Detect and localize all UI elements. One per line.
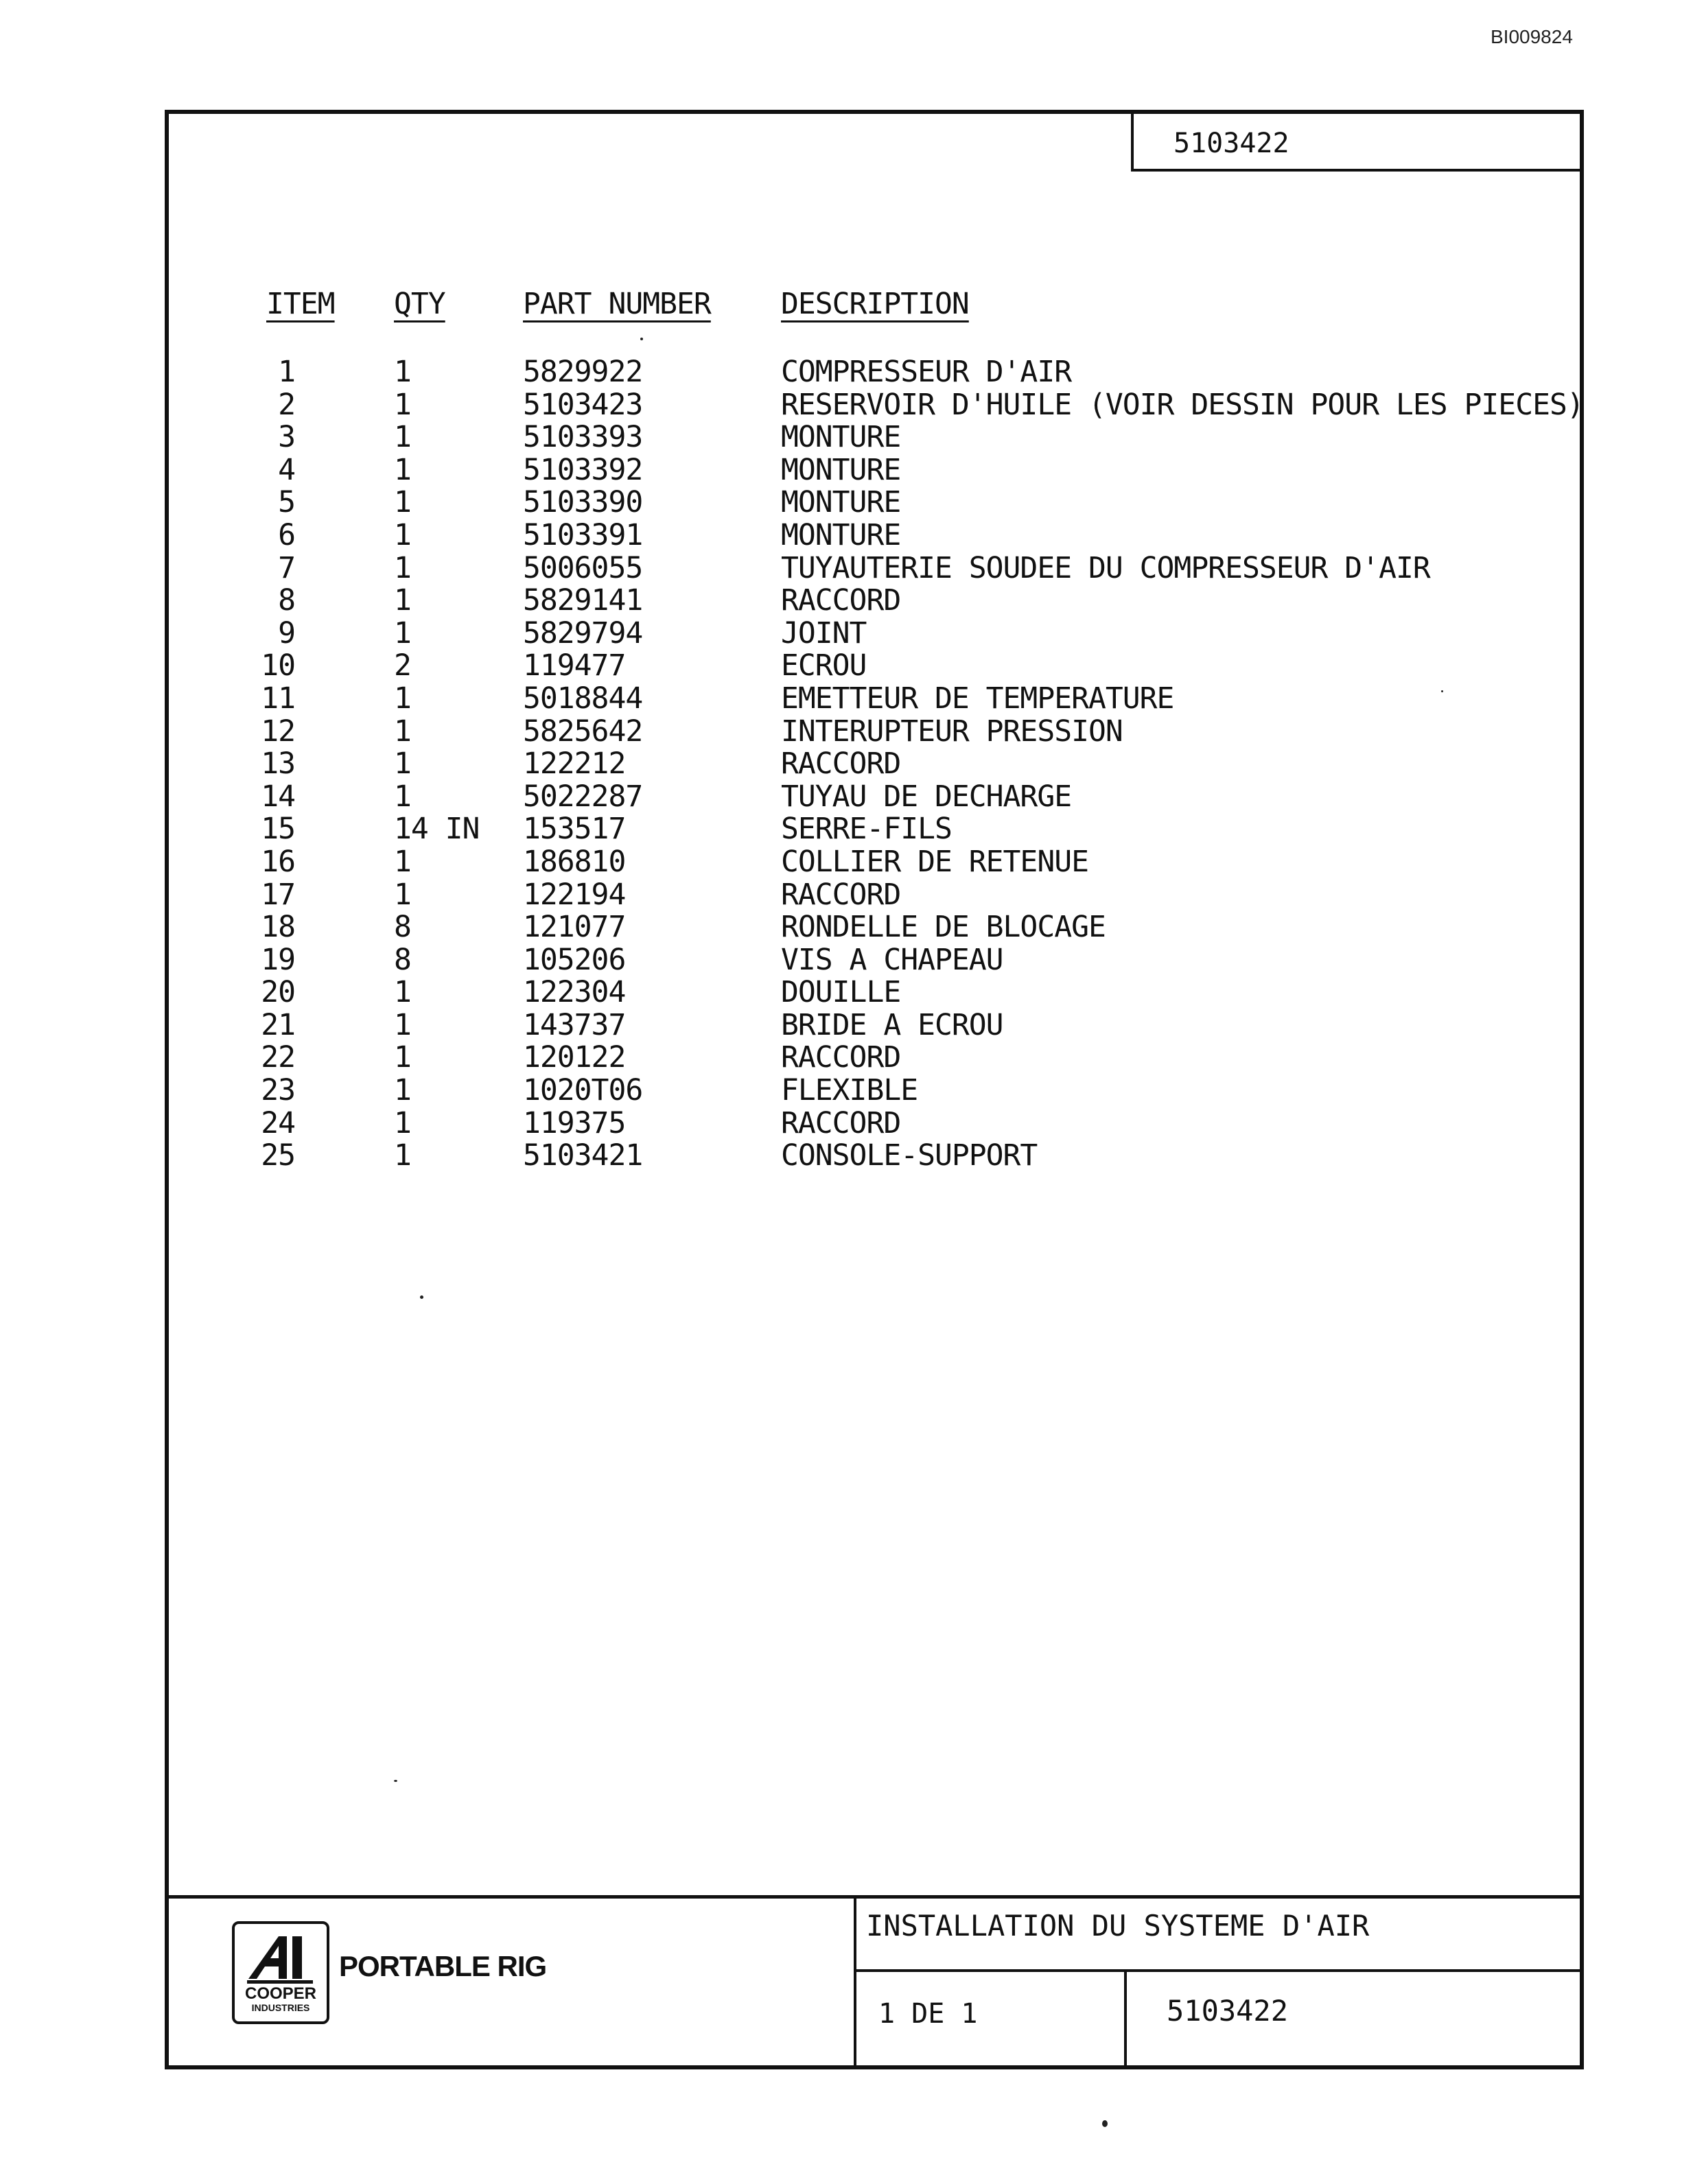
- row-part-number: 5103392: [523, 452, 643, 487]
- row-description: MONTURE: [781, 420, 901, 455]
- table-row: [0, 1075, 1682, 1107]
- row-item: 25: [261, 1138, 295, 1173]
- table-row: [0, 944, 1682, 977]
- row-qty: 1: [394, 452, 411, 487]
- drawing-number: 5103422: [1167, 1994, 1289, 2028]
- row-part-number: 122212: [523, 747, 626, 782]
- scan-speck: [1102, 2120, 1108, 2127]
- table-row: [0, 389, 1682, 422]
- top-drawing-number-box: [1131, 111, 1584, 172]
- table-row: [0, 748, 1682, 781]
- row-part-number: 5103390: [523, 485, 643, 520]
- row-part-number: 5103391: [523, 517, 643, 552]
- row-item: 16: [261, 844, 295, 879]
- row-description: RONDELLE DE BLOCAGE: [781, 910, 1106, 945]
- row-description: RACCORD: [781, 877, 901, 912]
- row-qty: 1: [394, 1040, 411, 1075]
- row-description: VIS A CHAPEAU: [781, 942, 1003, 977]
- row-description: RESERVOIR D'HUILE (VOIR DESSIN POUR LES PIECES): [781, 387, 1584, 422]
- title-block-vline: [1124, 1969, 1127, 2069]
- row-item: 18: [261, 910, 295, 945]
- table-row: [0, 585, 1682, 618]
- product-name: PORTABLE RIG: [339, 1950, 547, 1982]
- row-description: INTERUPTEUR PRESSION: [781, 714, 1123, 749]
- table-row: [0, 1140, 1682, 1173]
- header-description: DESCRIPTION: [781, 287, 969, 321]
- row-qty: 1: [394, 1007, 411, 1042]
- row-part-number: 1020T06: [523, 1073, 643, 1108]
- table-row: [0, 486, 1682, 519]
- row-description: MONTURE: [781, 452, 901, 487]
- row-item: 3: [278, 420, 295, 455]
- row-qty: 1: [394, 681, 411, 716]
- row-item: 6: [278, 517, 295, 552]
- row-qty: 8: [394, 910, 411, 945]
- row-qty: 1: [394, 387, 411, 422]
- row-part-number: 5103393: [523, 420, 643, 455]
- row-item: 13: [261, 747, 295, 782]
- row-part-number: 143737: [523, 1007, 626, 1042]
- row-description: ECROU: [781, 648, 867, 683]
- table-row: [0, 1107, 1682, 1140]
- header-qty: QTY: [394, 287, 445, 321]
- row-item: 8: [278, 583, 295, 618]
- scan-speck: [1441, 690, 1443, 692]
- row-qty: 1: [394, 550, 411, 585]
- table-row: [0, 911, 1682, 944]
- table-row: [0, 1009, 1682, 1042]
- row-item: 21: [261, 1007, 295, 1042]
- table-row: [0, 976, 1682, 1009]
- row-part-number: 122304: [523, 975, 626, 1010]
- logo-company-subtext: INDUSTRIES: [251, 2002, 310, 2013]
- table-row: [0, 716, 1682, 749]
- row-description: TUYAUTERIE SOUDEE DU COMPRESSEUR D'AIR: [781, 550, 1430, 585]
- row-qty: 1: [394, 355, 411, 389]
- row-qty: 1: [394, 877, 411, 912]
- row-description: MONTURE: [781, 485, 901, 520]
- row-part-number: 5022287: [523, 779, 643, 814]
- row-description: COLLIER DE RETENUE: [781, 844, 1088, 879]
- row-item: 20: [261, 975, 295, 1010]
- scan-speck: [640, 338, 643, 340]
- row-item: 2: [278, 387, 295, 422]
- row-part-number: 5829922: [523, 355, 643, 389]
- row-part-number: 119477: [523, 648, 626, 683]
- table-row: [0, 519, 1682, 552]
- row-qty: 1: [394, 583, 411, 618]
- row-part-number: 105206: [523, 942, 626, 977]
- drawing-title: INSTALLATION DU SYSTEME D'AIR: [866, 1909, 1370, 1942]
- table-row: [0, 454, 1682, 487]
- row-qty: 1: [394, 975, 411, 1010]
- table-row: [0, 1042, 1682, 1075]
- scan-speck: [420, 1295, 423, 1299]
- row-qty: 1: [394, 844, 411, 879]
- sheet-number: 1 DE 1: [878, 1998, 978, 2030]
- row-description: TUYAU DE DECHARGE: [781, 779, 1072, 814]
- row-part-number: 5103423: [523, 387, 643, 422]
- row-qty: 1: [394, 517, 411, 552]
- row-part-number: 153517: [523, 812, 626, 847]
- cooper-logo-icon: [244, 1931, 317, 1984]
- row-qty: 1: [394, 714, 411, 749]
- table-row: [0, 552, 1682, 585]
- row-qty: 2: [394, 648, 411, 683]
- table-row: [0, 813, 1682, 846]
- row-qty: 1: [394, 747, 411, 782]
- row-qty: 1: [394, 1138, 411, 1173]
- row-description: BRIDE A ECROU: [781, 1007, 1003, 1042]
- scan-speck: [394, 1780, 397, 1782]
- row-description: FLEXIBLE: [781, 1073, 918, 1108]
- table-row: [0, 846, 1682, 879]
- row-part-number: 5825642: [523, 714, 643, 749]
- row-description: RACCORD: [781, 1040, 901, 1075]
- row-description: RACCORD: [781, 1105, 901, 1140]
- row-item: 4: [278, 452, 295, 487]
- row-item: 19: [261, 942, 295, 977]
- row-part-number: 5103421: [523, 1138, 643, 1173]
- table-row: [0, 879, 1682, 912]
- row-part-number: 5829141: [523, 583, 643, 618]
- row-part-number: 5018844: [523, 681, 643, 716]
- table-row: [0, 356, 1682, 389]
- row-description: MONTURE: [781, 517, 901, 552]
- row-item: 7: [278, 550, 295, 585]
- row-part-number: 186810: [523, 844, 626, 879]
- row-item: 17: [261, 877, 295, 912]
- table-row: [0, 650, 1682, 683]
- row-description: RACCORD: [781, 583, 901, 618]
- row-item: 5: [278, 485, 295, 520]
- row-description: EMETTEUR DE TEMPERATURE: [781, 681, 1174, 716]
- row-description: JOINT: [781, 615, 867, 650]
- row-part-number: 121077: [523, 910, 626, 945]
- row-part-number: 120122: [523, 1040, 626, 1075]
- table-row: [0, 421, 1682, 454]
- cooper-logo: [232, 1921, 329, 2024]
- row-item: 23: [261, 1073, 295, 1108]
- row-item: 22: [261, 1040, 295, 1075]
- row-qty: 14 IN: [394, 812, 480, 847]
- table-row: [0, 781, 1682, 814]
- row-part-number: 119375: [523, 1105, 626, 1140]
- table-row: [0, 615, 1682, 650]
- logo-company-name: COOPER: [244, 1984, 316, 2003]
- row-description: SERRE-FILS: [781, 812, 952, 847]
- row-description: CONSOLE-SUPPORT: [781, 1138, 1038, 1173]
- row-part-number: 5829794: [523, 615, 643, 650]
- row-item: 11: [261, 681, 295, 716]
- row-item: 10: [261, 648, 295, 683]
- row-qty: 1: [394, 1105, 411, 1140]
- row-item: 1: [278, 355, 295, 389]
- document-id: BI009824: [1491, 26, 1573, 47]
- row-qty: 1: [394, 420, 411, 455]
- row-qty: 1: [394, 485, 411, 520]
- parts-list: [0, 356, 1682, 1173]
- row-part-number: 122194: [523, 877, 626, 912]
- title-block-hline: [854, 1969, 1584, 1972]
- row-item: 24: [261, 1105, 295, 1140]
- row-qty: 8: [394, 942, 411, 977]
- row-part-number: 5006055: [523, 550, 643, 585]
- row-item: 15: [261, 812, 295, 847]
- row-qty: 1: [394, 615, 411, 650]
- row-description: DOUILLE: [781, 975, 901, 1010]
- row-item: 12: [261, 714, 295, 749]
- row-qty: 1: [394, 779, 411, 814]
- table-row: [0, 683, 1682, 716]
- row-item: 9: [278, 615, 295, 650]
- row-description: RACCORD: [781, 747, 901, 782]
- top-drawing-number: 5103422: [1173, 128, 1289, 159]
- header-part-number: PART NUMBER: [523, 287, 711, 321]
- header-item: ITEM: [266, 287, 335, 321]
- row-qty: 1: [394, 1073, 411, 1108]
- row-description: COMPRESSEUR D'AIR: [781, 355, 1072, 389]
- row-item: 14: [261, 779, 295, 814]
